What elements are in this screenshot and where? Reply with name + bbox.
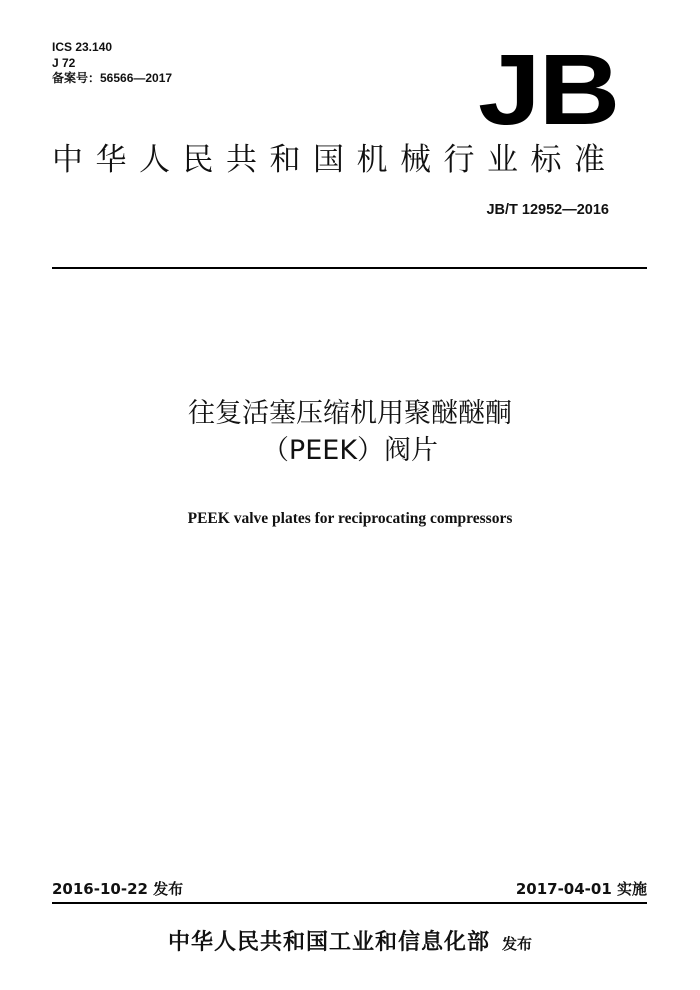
issuer-suffix: 发布 [502,935,533,953]
standard-number: JB/T 12952—2016 [486,202,609,218]
implementation-date: 2017-04-01 实施 [515,880,647,898]
title-zh-line2: （PEEK）阀片 [261,435,439,466]
document-title-en: PEEK valve plates for reciprocating compressors [187,510,513,527]
filing-number: 备案号：56566—2017 [52,71,173,85]
document-title-zh [0,395,700,469]
issuer [0,925,700,956]
publication-date: 2016-10-22 发布 [52,880,184,898]
dates-row [52,878,647,898]
top-divider [52,267,647,269]
classification-code: J 72 [52,55,76,70]
ics-code: ICS 23.140 [52,40,113,54]
document-meta [52,40,172,87]
jb-logo: JB [478,34,618,146]
bottom-divider [52,902,647,904]
standard-category-title: 中华人民共和国机械行业标准 [52,142,618,178]
issuer-name: 中华人民共和国工业和信息化部 [167,930,490,955]
title-zh-line1: 往复活塞压缩机用聚醚醚酮 [188,398,512,429]
